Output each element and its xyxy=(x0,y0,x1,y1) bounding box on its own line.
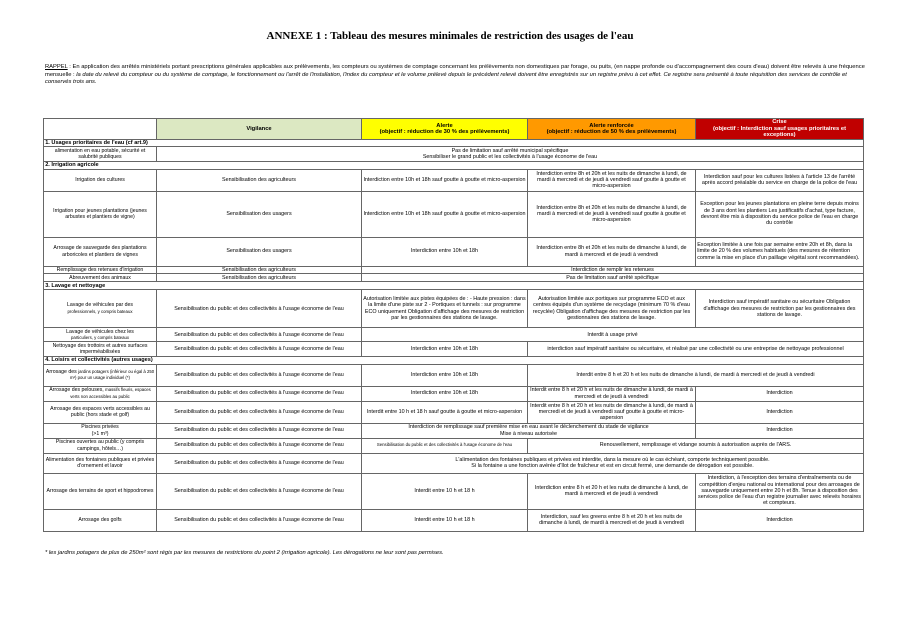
cell-vigilance: Sensibilisation des usagers xyxy=(157,237,362,266)
table-row xyxy=(44,237,864,266)
table-row xyxy=(44,386,864,401)
cell-alerte: Interdiction entre 10h et 18h xyxy=(362,364,528,386)
table-row xyxy=(44,328,864,342)
cell-vigilance: Sensibilisation du public et des collectivités à l'usage économe de l'eau xyxy=(157,401,362,423)
cell-vigilance: Sensibilisation du public et des collectivités à l'usage économe de l'eau xyxy=(157,386,362,401)
cell-vigilance: Sensibilisation du public et des collectivités à l'usage économe de l'eau xyxy=(157,342,362,356)
header-empty-cell xyxy=(44,119,157,140)
cell-alerte: Interdiction entre 10h et 18h xyxy=(362,237,528,266)
cell-crise: Interdiction xyxy=(696,509,864,531)
cell-alerte: Interdiction entre 10h et 18h sauf goutte à goutte et micro-aspersion xyxy=(362,191,528,237)
cell-vigilance: Sensibilisation du public et des collectivités à l'usage économe de l'eau xyxy=(157,453,362,473)
cell-vigilance: Sensibilisation des usagers xyxy=(157,191,362,237)
rappel-italic-text: la date du relevé du compteur ou du système de comptage, le fonctionnement ou l'arrêt de l'installation, l'index du compteur et le volume prélevé depuis le précédent relevé doivent être enregistrés sur un registre prévu à cet effet. Ce registre sera présenté à toute réquisition des services de contrôle et conservés trois ans. xyxy=(45,71,847,86)
cell-vigilance: Sensibilisation du public et des collectivités à l'usage économe de l'eau xyxy=(157,473,362,509)
row-label: Irrigation pour jeunes plantations (jeunes arbustes et plantiers de vigne) xyxy=(44,191,157,237)
cell-crise: Interdiction sauf impératif sanitaire ou sécuritaire Obligation d'affichage des mesures de restriction par les gestionnaires des stations de lavage. xyxy=(696,290,864,328)
cell-crise: Exception limitée à une fois par semaine entre 20h et 8h, dans la limite de 20 % des volumes habituels (des mesures de rétention comme la mise en place d'un paillage végétal sont recommandées). xyxy=(696,237,864,266)
cell-merged: Interdit entre 8 h et 20 h et les nuits de dimanche à lundi, de mardi à mercredi et de jeudi à vendredi xyxy=(528,364,864,386)
section-row xyxy=(44,356,864,364)
table-row xyxy=(44,401,864,423)
table-row xyxy=(44,274,864,282)
header-crise xyxy=(696,119,864,140)
cell-alerte: Interdit entre 10 h et 18 h sauf goutte à goutte et micro-aspersion xyxy=(362,401,528,423)
row-text xyxy=(157,147,864,161)
section-row xyxy=(44,161,864,169)
table-row xyxy=(44,342,864,356)
row-label-main: Lavage de véhicules chez les xyxy=(66,328,134,335)
cell-crise: Interdiction xyxy=(696,423,864,438)
row-label-main: Lavage de véhicules par des xyxy=(66,302,134,309)
cell-merged: Interdit à usage privé xyxy=(362,328,864,342)
section-title: 1. Usages prioritaires de l'eau (cf art.9) xyxy=(44,139,864,147)
table-row xyxy=(44,438,864,453)
section-title: 4. Loisirs et collectivités (autres usages) xyxy=(44,356,864,364)
footnote: * les jardins potagers de plus de 250m² sont régis par les mesures de restrictions du point 2 (irrigation agricole). Les dérogations ne leur sont pas permises. xyxy=(45,550,444,556)
cell-vigilance: Sensibilisation des agriculteurs xyxy=(157,169,362,191)
row-label xyxy=(44,386,157,401)
row-text-line: Sensibiliser le grand public et les collectivités à l'usage économe de l'eau xyxy=(422,154,598,161)
cell-merged-line: Mise à niveau autorisée xyxy=(500,430,557,437)
row-label: Alimentation des fontaines publiques et privées d'ornement et lavoir xyxy=(44,453,157,473)
row-label: Abreuvement des animaux xyxy=(44,274,157,282)
row-label: Arrosage des espaces verts accessibles au public (hors stade et golf) xyxy=(44,401,157,423)
rappel-text: : En application des arrêtés ministériels portant prescriptions générales applicables aux prélèvements, les compteurs ou systèmes de comptage concernant les prélèvements non domestiques par forage, ou puits, (en nappe profonde ou d'accompagnement des cours d'eau) doivent être relevés à une fréquence mensuelle : xyxy=(45,64,865,78)
cell-crise: Interdiction, à l'exception des terrains d'entraînements ou de compétition d'enjeu national ou international pour des arrosages de sauvegarde uniquement entre 20 h et 8h. Tenue à disposition des services police de l'eau d'un registre journalier avec relevés horaires et compteurs. xyxy=(696,473,864,509)
table-row xyxy=(44,453,864,473)
row-label-main: Arrosage des pelouses, xyxy=(49,387,104,394)
table-row xyxy=(44,147,864,161)
header-alerte-sub: (objectif : réduction de 30 % des prélèvements) xyxy=(379,128,510,135)
row-label-small: professionnels, y compris bateaux xyxy=(67,308,133,314)
cell-merged xyxy=(362,453,864,473)
cell-crise: Interdiction xyxy=(696,386,864,401)
row-label: Arrosage des terrains de sport et hippodromes xyxy=(44,473,157,509)
cell-renforcee: Autorisation limitée aux portiques sur programme ECO et aux centres équipés d'un système de recyclage (minimum 70 % d'eau recyclée) Obligation d'affichage des mesures de restriction par les gestionnaires des stations de lavage. xyxy=(528,290,696,328)
table-header-row xyxy=(44,119,864,140)
row-label xyxy=(44,328,157,342)
cell-vigilance: Sensibilisation des agriculteurs xyxy=(157,266,362,274)
cell-renforcee: Interdiction, sauf les greens entre 8 h et 20 h et les nuits de dimanche à lundi, de mardi à mercredi et de jeudi à vendredi xyxy=(528,509,696,531)
restriction-table xyxy=(43,118,864,532)
cell-merged-line: Interdiction de remplissage sauf première mise en eau avant le déclenchement du stade de vigilance xyxy=(408,424,649,431)
table-row xyxy=(44,169,864,191)
cell-alerte: Sensibilisation du public et des collectivités à l'usage économe de l'eau xyxy=(362,438,528,453)
row-label: Arrosage des golfs xyxy=(44,509,157,531)
page-title: ANNEXE 1 : Tableau des mesures minimales de restriction des usages de l'eau xyxy=(266,30,634,42)
cell-vigilance: Sensibilisation du public et des collectivités à l'usage économe de l'eau xyxy=(157,423,362,438)
table-row xyxy=(44,364,864,386)
cell-merged: Interdiction de remplir les retenues xyxy=(362,266,864,274)
cell-crise: Interdiction xyxy=(696,401,864,423)
row-label-small: jardins potagers (inférieur ou égal à 250 m²) pour un usage individuel (*) xyxy=(70,368,155,380)
cell-crise: Exception pour les jeunes plantations en pleine terre depuis moins de 3 ans dont les plantiers Les justificatifs d'achat, type facture, devront être mis à disposition du service police de l'eau en charge du contrôle xyxy=(696,191,864,237)
cell-crise: Interdiction sauf pour les cultures listées à l'article 13 de l'arrêté après accord préalable du service en charge de la police de l'eau xyxy=(696,169,864,191)
cell-renforcee: Interdiction entre 8h et 20h et les nuits de dimanche à lundi, de mardi à mercredi et de jeudi à vendredi xyxy=(528,237,696,266)
section-title: 3. Lavage et nettoyage xyxy=(44,282,864,290)
cell-alerte: Interdiction entre 10h et 18h sauf goutte à goutte et micro-aspersion xyxy=(362,169,528,191)
row-label: Nettoyage des trottoirs et autres surfaces imperméabilisées xyxy=(44,342,157,356)
header-crise-title: Crise xyxy=(772,119,787,126)
table-row xyxy=(44,290,864,328)
cell-alerte: Interdit entre 10 h et 18 h xyxy=(362,473,528,509)
cell-renforcee: Interdiction entre 8h et 20h et les nuits de dimanche à lundi, de mardi à mercredi et de jeudi à vendredi sauf goutte à goutte et micro-aspersion xyxy=(528,169,696,191)
cell-vigilance: Sensibilisation du public et des collectivités à l'usage économe de l'eau xyxy=(157,364,362,386)
cell-vigilance: Sensibilisation du public et des collectivités à l'usage économe de l'eau xyxy=(157,290,362,328)
cell-renforcee: Interdit entre 8 h et 20 h et les nuits de dimanche à lundi, de mardi à mercredi et de jeudi à vendredi sauf goutte à goutte et micro-aspersion xyxy=(528,401,696,423)
rappel-paragraph xyxy=(45,64,865,87)
cell-alerte: Interdiction entre 10h et 18h xyxy=(362,386,528,401)
header-alerte-title: Alerte xyxy=(436,122,453,129)
row-label-main: Piscines privées xyxy=(81,424,119,431)
table-row xyxy=(44,423,864,438)
cell-renforcee: Interdit entre 8 h et 20 h et les nuits de dimanche à lundi, de mardi à mercredi et de jeudi à vendredi xyxy=(528,386,696,401)
header-alerte-renforcee xyxy=(528,119,696,140)
cell-merged-line: L'alimentation des fontaines publiques et privées est interdite, dans la mesure où le cas échéant, comporte techniquement possible. xyxy=(455,456,770,463)
table-row xyxy=(44,473,864,509)
header-renf-title: Alerte renforcée xyxy=(589,122,634,129)
section-row xyxy=(44,282,864,290)
row-text-line: Pas de limitation sauf arrêté municipal spécifique xyxy=(451,147,569,154)
cell-merged: Pas de limitation sauf arrêté spécifique xyxy=(362,274,864,282)
cell-vigilance: Sensibilisation des agriculteurs xyxy=(157,274,362,282)
row-label-small: particuliers, y compris bateaux xyxy=(70,334,130,340)
table-row xyxy=(44,509,864,531)
cell-alerte: Interdit entre 10 h et 18 h xyxy=(362,509,528,531)
cell-renforcee: Interdiction entre 8 h et 20 h et les nuits de dimanche à lundi, de mardi à mercredi et de jeudi à vendredi xyxy=(528,473,696,509)
header-crise-sub: (objectif : Interdiction sauf usages prioritaires et exceptions) xyxy=(712,125,847,138)
row-label-main: Arrosage des xyxy=(45,368,77,375)
cell-merged xyxy=(362,423,696,438)
cell-alerte: Autorisation limitée aux pistes équipées de : - Haute pression : dans la limite d'une piste sur 2 - Portiques et tunnels : sur programme ECO uniquement Obligation d'affichage des mesures de restriction par les gestionnaires des stations de lavage. xyxy=(362,290,528,328)
section-title: 2. Irrigation agricole xyxy=(44,161,864,169)
row-label: alimentation en eau potable, sécurité et salubrité publiques xyxy=(44,147,157,161)
cell-merged: interdiction sauf impératif sanitaire ou sécuritaire, et réalisé par une collectivité ou une entreprise de nettoyage professionnel xyxy=(528,342,864,356)
row-label-small: massifs fleuris, espaces verts non accessibles au public xyxy=(70,387,151,399)
table-row xyxy=(44,191,864,237)
row-label xyxy=(44,364,157,386)
section-row xyxy=(44,139,864,147)
cell-vigilance: Sensibilisation du public et des collectivités à l'usage économe de l'eau xyxy=(157,438,362,453)
row-label xyxy=(44,290,157,328)
row-label: Arrosage de sauvegarde des plantations arboricoles et plantiers de vignes xyxy=(44,237,157,266)
header-alerte xyxy=(362,119,528,140)
cell-vigilance: Sensibilisation du public et des collectivités à l'usage économe de l'eau xyxy=(157,328,362,342)
row-label: Piscines ouvertes au public (y compris campings, hôtels…) xyxy=(44,438,157,453)
header-vigilance: Vigilance xyxy=(157,119,362,140)
header-renf-sub: (objectif : réduction de 50 % des prélèvements) xyxy=(546,128,677,135)
cell-merged: Renouvellement, remplissage et vidange soumis à autorisation auprès de l'ARS. xyxy=(528,438,864,453)
cell-merged-line: Si la fontaine a une fonction avérée d'îlot de fraîcheur et est en circuit fermé, une demande de dérogation est possible. xyxy=(471,463,754,469)
row-label: Irrigation des cultures xyxy=(44,169,157,191)
row-label: Remplissage des retenues d'irrigation xyxy=(44,266,157,274)
cell-vigilance: Sensibilisation du public et des collectivités à l'usage économe de l'eau xyxy=(157,509,362,531)
rappel-label: RAPPEL xyxy=(45,64,68,70)
cell-renforcee: Interdiction entre 8h et 20h et les nuits de dimanche à lundi, de mardi à mercredi et de jeudi à vendredi sauf goutte à goutte et micro-aspersion xyxy=(528,191,696,237)
row-label-second: (>1 m³) xyxy=(91,430,109,437)
cell-alerte: Interdiction entre 10h et 18h xyxy=(362,342,528,356)
table-row xyxy=(44,266,864,274)
row-label xyxy=(44,423,157,438)
